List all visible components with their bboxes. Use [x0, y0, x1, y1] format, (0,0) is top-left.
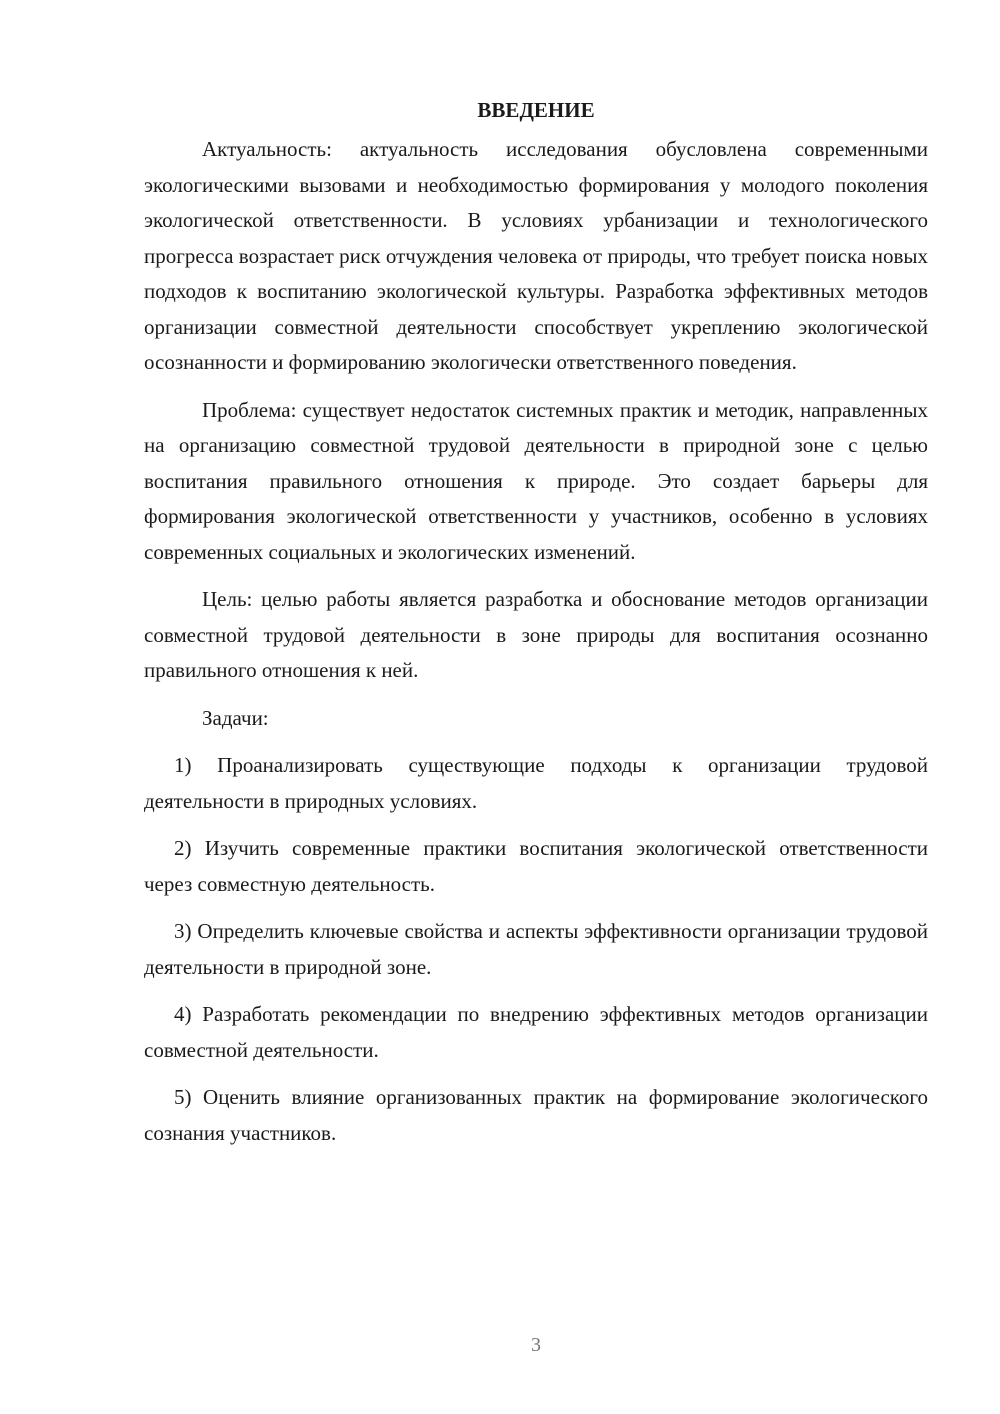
task-item-5: 5) Оценить влияние организованных практик на формирование экологического сознания участников.	[144, 1085, 928, 1145]
document-page	[144, 92, 928, 1151]
page-number: 3	[531, 1334, 541, 1356]
task-item-2: 2) Изучить современные практики воспитания экологической ответственности через совместную деятельность.	[144, 836, 928, 896]
task-item-1: 1) Проанализировать существующие подходы к организации трудовой деятельности в природных условиях.	[144, 753, 928, 813]
problem-paragraph: Проблема: существует недостаток системных практик и методик, направленных на организацию совместной трудовой деятельности в природной зоне с целью воспитания правильного отношения к природе. Это создает барьеры для формирования экологической ответственности у участников, особенно в условиях современных социальных и экологических изменений.	[144, 397, 928, 564]
task-item-3: 3) Определить ключевые свойства и аспекты эффективности организации трудовой деятельности в природной зоне.	[144, 919, 928, 979]
task-item-4: 4) Разработать рекомендации по внедрению эффективных методов организации совместной деятельности.	[144, 1002, 928, 1062]
section-heading: ВВЕДЕНИЕ	[477, 98, 595, 122]
relevance-paragraph: Актуальность: актуальность исследования обусловлена современными экологическими вызовами и необходимостью формирования у молодого поколения экологической ответственности. В условиях урбанизации и технологического прогресса возрастает риск отчуждения человека от природы, что требует поиска новых подходов к воспитанию экологической культуры. Разработка эффективных методов организации совместной деятельности способствует укреплению экологической осознанности и формированию экологически ответственного поведения.	[144, 137, 928, 374]
tasks-label: Задачи:	[202, 705, 269, 730]
goal-paragraph: Цель: целью работы является разработка и обоснование методов организации совместной трудовой деятельности в зоне природы для воспитания осознанно правильного отношения к ней.	[144, 587, 928, 682]
